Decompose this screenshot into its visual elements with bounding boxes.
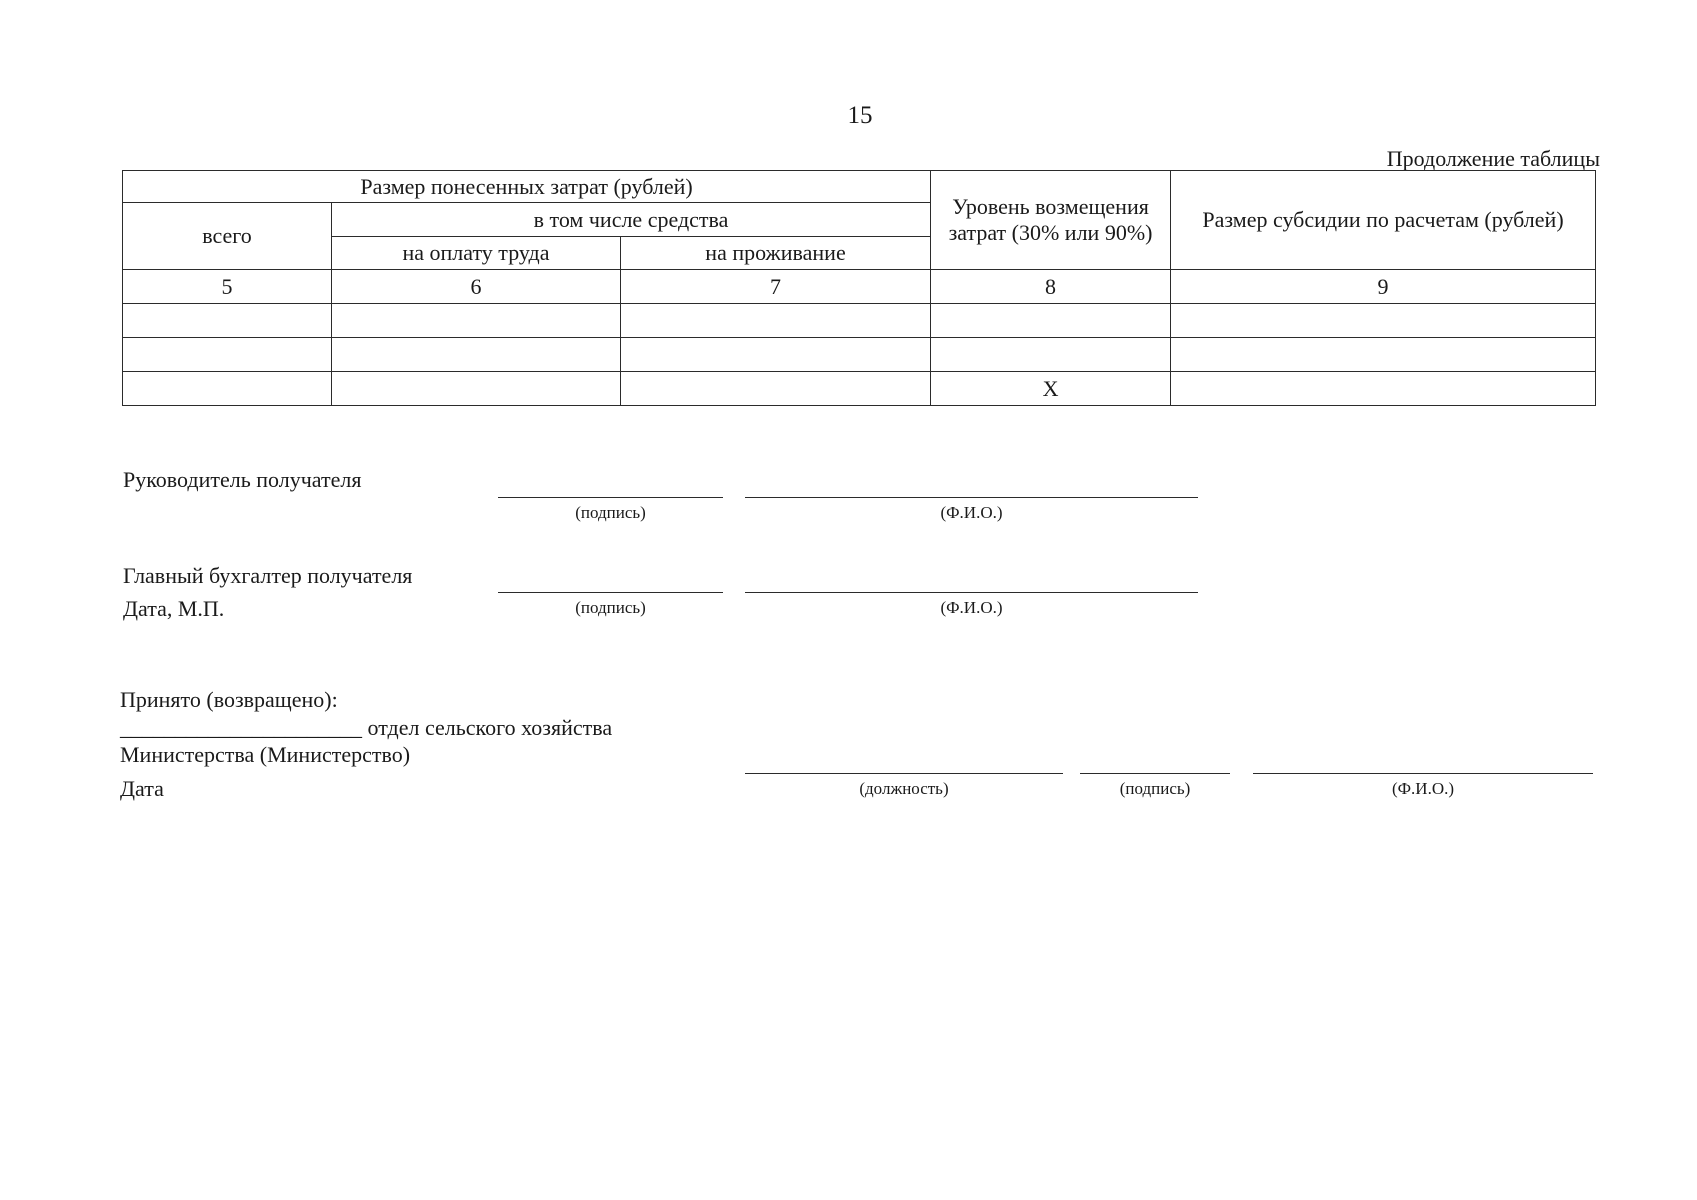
table-cell[interactable] <box>123 304 332 338</box>
table-cell-x-mark: X <box>931 372 1171 406</box>
department-line: ______________________ отдел сельского хозяйства <box>120 715 613 740</box>
table-row <box>123 338 1596 372</box>
table-cell[interactable] <box>1171 304 1596 338</box>
table-cell[interactable] <box>621 338 931 372</box>
position-line[interactable] <box>745 773 1063 774</box>
accepted-label: Принято (возвращено): <box>120 687 338 712</box>
table-row-total <box>123 372 1596 406</box>
table-cell[interactable] <box>1171 372 1596 406</box>
head-label: Руководитель получателя <box>123 467 362 492</box>
column-number: 7 <box>621 270 931 304</box>
acceptance-fio-caption: (Ф.И.О.) <box>1391 779 1455 798</box>
header-including: в том числе средства <box>332 203 931 237</box>
table-cell[interactable] <box>931 338 1171 372</box>
head-fio-caption: (Ф.И.О.) <box>940 503 1003 522</box>
table-cell[interactable] <box>332 304 621 338</box>
column-numbers-row <box>123 270 1596 304</box>
table-cell[interactable] <box>621 372 931 406</box>
acceptance-fio-line[interactable] <box>1253 773 1593 774</box>
page-number: 15 <box>847 102 873 129</box>
header-subsidy: Размер субсидии по расчетам (рублей) <box>1171 171 1596 270</box>
column-number: 9 <box>1171 270 1596 304</box>
table-cell[interactable] <box>123 338 332 372</box>
column-number: 8 <box>931 270 1171 304</box>
header-wages: на оплату труда <box>332 237 621 270</box>
table-cell[interactable] <box>332 338 621 372</box>
accountant-signature-caption: (подпись) <box>575 598 646 617</box>
chief-accountant-label: Главный бухгалтер получателя <box>123 563 413 588</box>
column-number: 6 <box>332 270 621 304</box>
header-level: Уровень возмещения затрат (30% или 90%) <box>931 171 1171 270</box>
accountant-signature-line[interactable] <box>498 592 723 593</box>
table-cell[interactable] <box>931 304 1171 338</box>
table-cell[interactable] <box>123 372 332 406</box>
date-stamp-label: Дата, М.П. <box>123 596 225 621</box>
header-costs: Размер понесенных затрат (рублей) <box>123 171 931 203</box>
cost-table <box>122 170 1596 406</box>
header-housing: на проживание <box>621 237 931 270</box>
head-signature-line[interactable] <box>498 497 723 498</box>
accountant-fio-caption: (Ф.И.О.) <box>940 598 1003 617</box>
table-row <box>123 304 1596 338</box>
table-cell[interactable] <box>621 304 931 338</box>
position-caption: (должность) <box>859 779 949 798</box>
table-cell[interactable] <box>332 372 621 406</box>
accountant-fio-line[interactable] <box>745 592 1198 593</box>
head-fio-line[interactable] <box>745 497 1198 498</box>
continuation-label: Продолжение таблицы <box>1386 146 1600 171</box>
column-number: 5 <box>123 270 332 304</box>
table-cell[interactable] <box>1171 338 1596 372</box>
acceptance-signature-line[interactable] <box>1080 773 1230 774</box>
header-total: всего <box>123 203 332 270</box>
acceptance-signature-caption: (подпись) <box>1119 779 1191 798</box>
ministry-label: Министерства (Министерство) <box>120 742 411 767</box>
acceptance-date-label: Дата <box>120 776 164 801</box>
head-signature-caption: (подпись) <box>575 503 646 522</box>
